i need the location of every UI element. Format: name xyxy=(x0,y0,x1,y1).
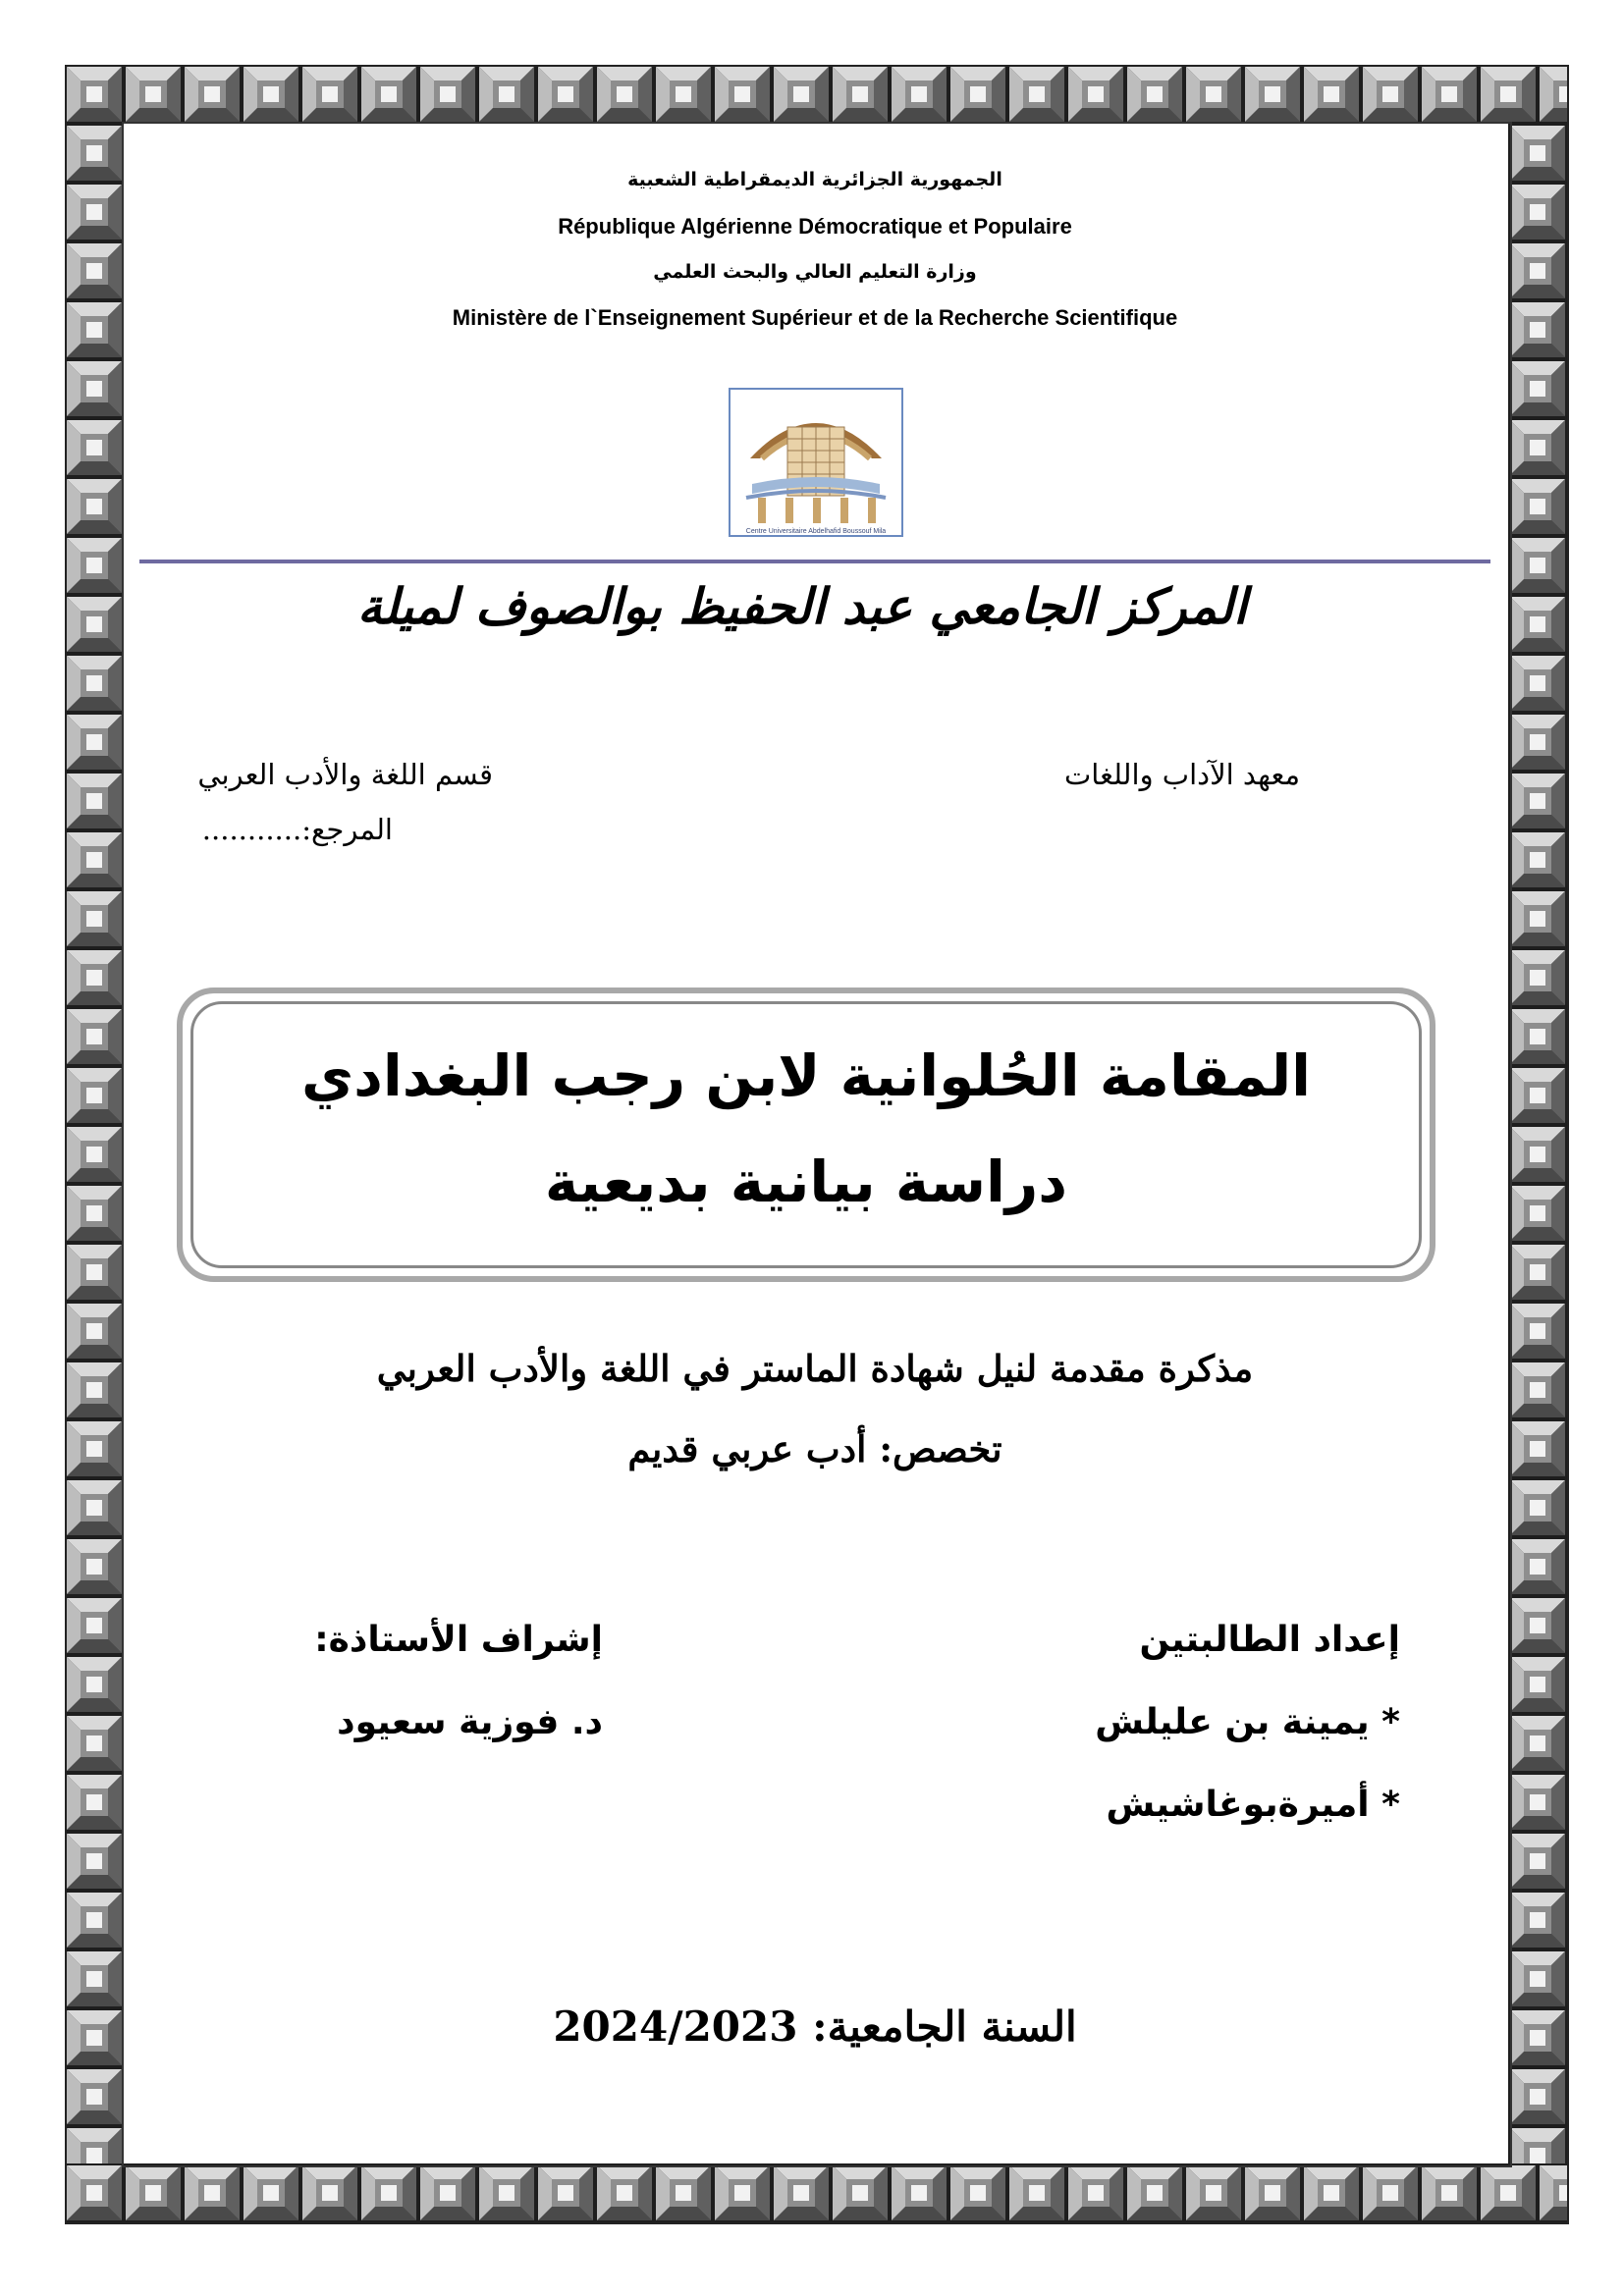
specialization: تخصص: أدب عربي قديم xyxy=(627,1427,1002,1470)
ministry-arabic: وزارة التعليم العالي والبحث العلمي xyxy=(653,261,977,283)
student-name: * أميرةبوغاشيش xyxy=(1106,1785,1400,1825)
frame-border-right xyxy=(1508,124,1567,2163)
frame-border-top xyxy=(65,65,1567,124)
frame-border-left xyxy=(65,124,124,2163)
institute-name: معهد الآداب واللغات xyxy=(1063,758,1300,791)
thesis-title: المقامة الحُلوانية لابن رجب البغدادي xyxy=(300,1042,1312,1109)
student-name: * يمينة بن عليلش xyxy=(1095,1702,1400,1742)
academic-year: السنة الجامعية: 2024/2023 xyxy=(553,2002,1077,2051)
supervisor-name: د. فوزية سعيود xyxy=(337,1702,603,1742)
republic-arabic: الجمهورية الجزائرية الديمقراطية الشعبية xyxy=(627,169,1002,190)
frame-border-bottom xyxy=(65,2163,1567,2222)
students-label: إعداد الطالبتين xyxy=(1139,1620,1400,1660)
title-box-inner-border xyxy=(190,1001,1422,1268)
thesis-statement: مذكرة مقدمة لنيل شهادة الماستر في اللغة والأدب العربي xyxy=(376,1347,1254,1390)
department-name: قسم اللغة والأدب العربي xyxy=(197,758,493,791)
university-name: المركز الجامعي عبد الحفيظ بوالصوف لميلة xyxy=(356,577,1247,635)
reference-number: المرجع:........... xyxy=(201,813,393,846)
university-logo xyxy=(729,388,903,537)
title-box xyxy=(177,988,1435,1282)
thesis-subtitle: دراسة بيانية بديعية xyxy=(544,1148,1068,1215)
supervisor-label: إشراف الأستاذة: xyxy=(314,1620,603,1660)
header-divider xyxy=(139,560,1490,563)
ministry-french: Ministère de l`Enseignement Supérieur et de la Recherche Scientifique xyxy=(452,305,1178,330)
logo-caption: Centre Universitaire Abdelhafid Boussouf Mila xyxy=(745,528,887,535)
republic-french: République Algérienne Démocratique et Populaire xyxy=(558,214,1072,239)
